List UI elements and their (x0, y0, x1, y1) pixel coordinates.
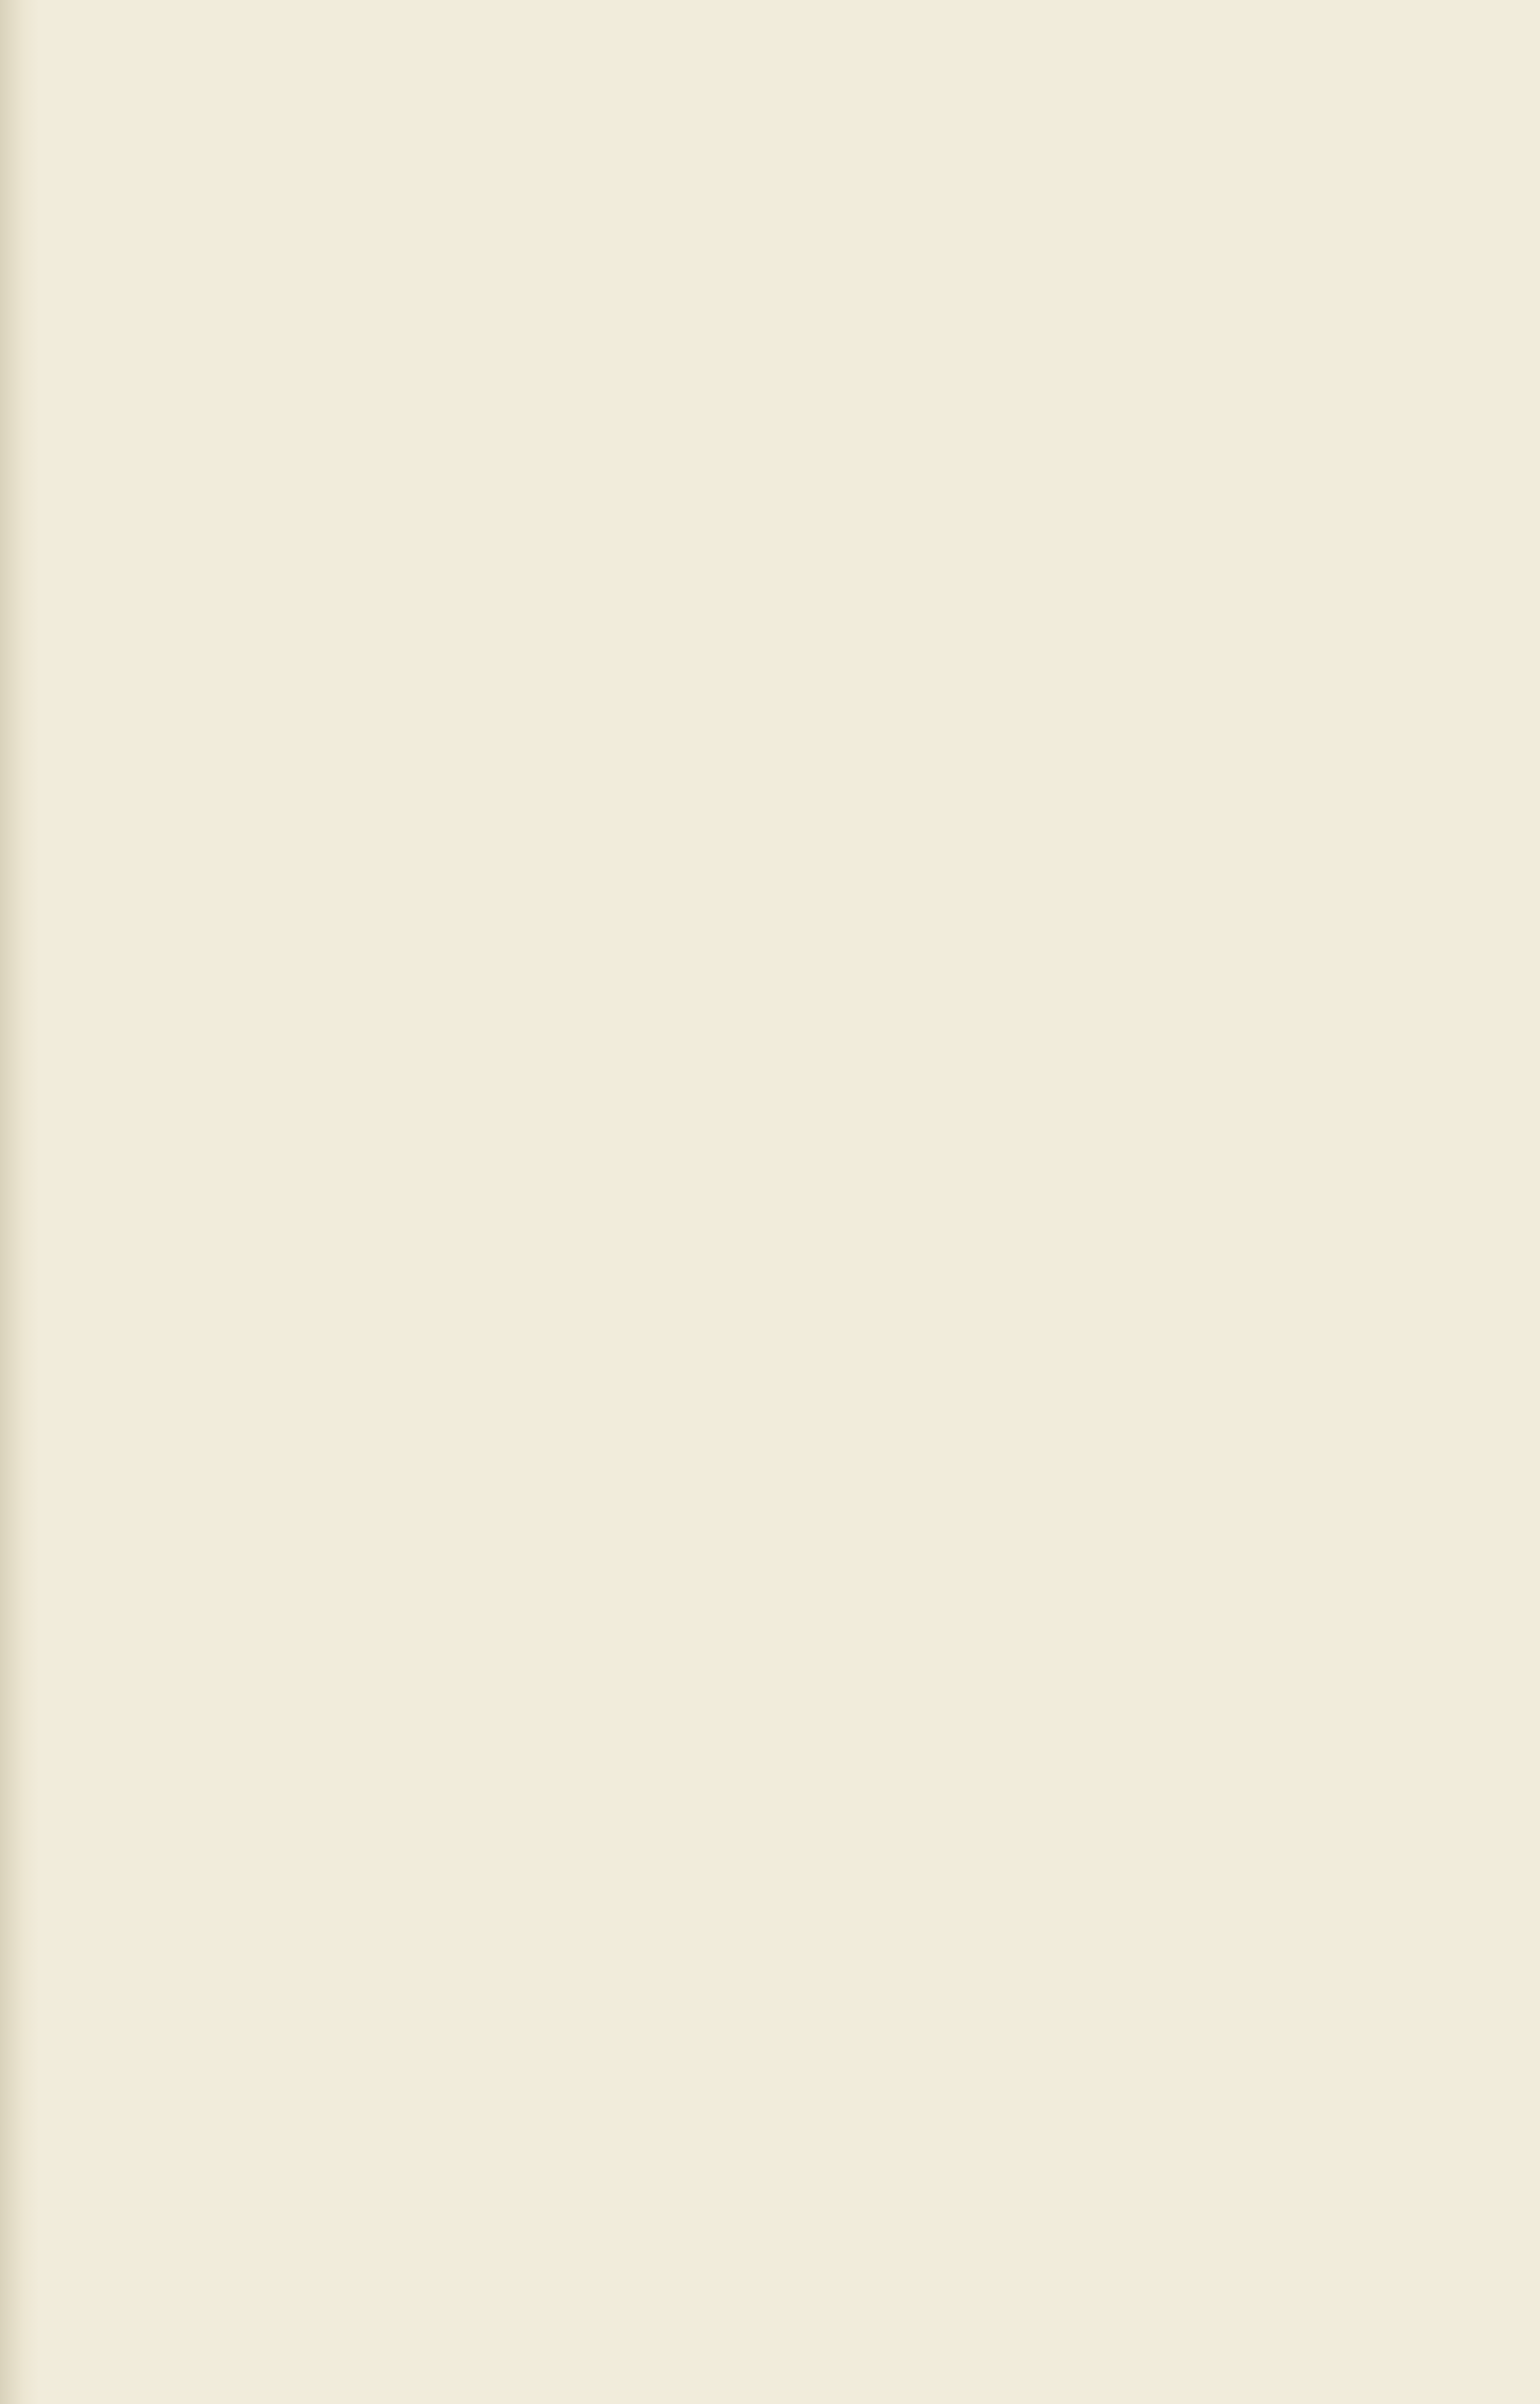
bass-staff (111, 1332, 1475, 1462)
bass-staff (111, 940, 1475, 1070)
bass-staff (111, 2102, 1475, 2232)
treble-staff (111, 248, 1475, 379)
system-1 (111, 222, 1475, 614)
system-4 (111, 1495, 1475, 1860)
bass-staff (111, 1710, 1475, 1841)
treble-staff (111, 685, 1475, 816)
header (0, 72, 1540, 150)
page-edge (0, 0, 39, 2404)
system-5 (111, 1880, 1475, 2245)
treble-staff (111, 1508, 1475, 1638)
system-2 (111, 659, 1475, 1070)
bass-staff (111, 483, 1475, 614)
treble-staff (111, 1129, 1475, 1260)
treble-staff (111, 1893, 1475, 2023)
system-3 (111, 1116, 1475, 1482)
